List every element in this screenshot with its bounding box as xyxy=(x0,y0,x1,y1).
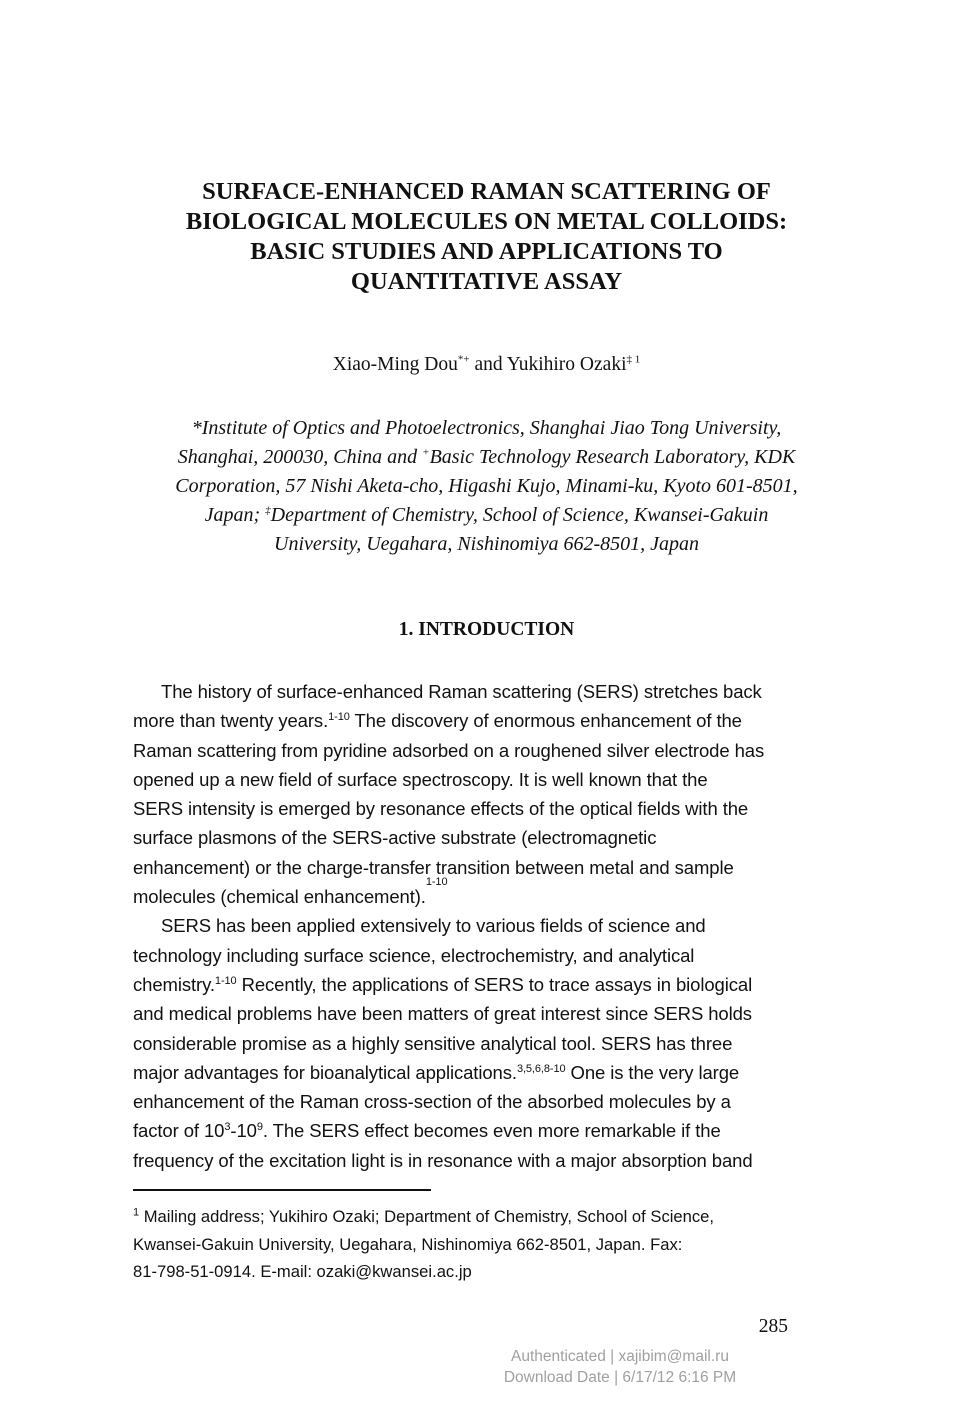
paragraph xyxy=(133,677,788,911)
section-heading: 1. INTRODUCTION xyxy=(398,619,575,640)
text-line: Raman scattering from pyridine adsorbed on a roughened silver electrode has xyxy=(133,739,765,761)
citation-ref: 1-10 xyxy=(328,711,350,724)
footnote-marker: 1 xyxy=(133,1206,140,1219)
footnote-line: $^1$ Mailing address; Yukihiro Ozaki; Department of Chemistry, School of Science, xyxy=(133,1206,715,1226)
affiliation-line: Corporation, 57 Nishi Aketa-cho, Higashi Kujo, Minami-ku, Kyoto 601-8501, xyxy=(175,475,798,497)
title-line: SURFACE-ENHANCED RAMAN SCATTERING OF xyxy=(202,178,771,205)
text-line: SERS has been applied extensively to various fields of science and xyxy=(161,915,706,937)
footnote-line: 81-798-51-0914. E-mail: ozaki@kwansei.ac.jp xyxy=(133,1262,472,1281)
affiliations xyxy=(120,414,853,559)
footnote xyxy=(133,1203,785,1286)
footnote-line: Kwansei-Gakuin University, Uegahara, Nishinomiya 662-8501, Japan. Fax: xyxy=(133,1234,683,1254)
text-line: SERS intensity is emerged by resonance effects of the optical fields with the xyxy=(133,798,749,820)
title-line: BASIC STUDIES AND APPLICATIONS TO xyxy=(250,238,723,265)
title-line: QUANTITATIVE ASSAY xyxy=(350,268,623,295)
watermark-line: Authenticated | xajibim@mail.ru xyxy=(511,1348,729,1365)
author-conjunction: and xyxy=(469,354,507,375)
text-line: surface plasmons of the SERS-active substrate (electromagnetic xyxy=(133,827,657,849)
citation-ref: 3,5,6,8-10 xyxy=(516,1062,566,1075)
body-text xyxy=(133,677,788,1175)
affiliation-mark: + xyxy=(422,446,430,459)
text-line: frequency of the excitation light is in resonance with a major absorption band xyxy=(133,1149,753,1171)
text-line: enhancement of the Raman cross-section of the absorbed molecules by a xyxy=(133,1091,731,1113)
text-line: considerable promise as a highly sensitive analytical tool. SERS has three xyxy=(133,1032,733,1054)
text-line: enhancement) or the charge-transfer transition between metal and sample xyxy=(133,856,734,878)
author-affiliation-mark: *+ xyxy=(457,353,470,366)
affiliation-line: Japan; ‡Department of Chemistry, School of Science, Kwansei-Gakuin xyxy=(204,504,769,526)
citation-ref: 1-10 xyxy=(425,876,448,889)
text-line: factor of $10^3-10^9$. The SERS effect becomes even more remarkable if the xyxy=(133,1120,721,1142)
exponent: 9 xyxy=(256,1121,263,1134)
author-affiliation-mark: ‡ 1 xyxy=(626,353,641,366)
watermark-line: Download Date | 6/17/12 6:16 PM xyxy=(503,1369,737,1386)
citation-ref: 1-10 xyxy=(214,974,237,987)
text-line: opened up a new field of surface spectroscopy. It is well known that the xyxy=(133,768,708,790)
affiliation-line: Shanghai, 200030, China and +Basic Technology Research Laboratory, KDK xyxy=(177,446,796,468)
text-line: more than twenty years.$^{1-10}$ The discovery of enormous enhancement of the xyxy=(133,710,742,732)
paragraph xyxy=(133,911,788,1175)
affiliation-line: *Institute of Optics and Photoelectronics, Shanghai Jiao Tong University, xyxy=(191,417,782,439)
download-watermark xyxy=(470,1346,770,1388)
paper-title xyxy=(120,177,853,297)
text-line: major advantages for bioanalytical applications.$^{3,5,6,8-10}$ One is the very large xyxy=(133,1061,740,1083)
text-line: technology including surface science, electrochemistry, and analytical xyxy=(133,944,695,966)
text-line: chemistry.$^{1-10}$ Recently, the applications of SERS to trace assays in biological xyxy=(133,973,753,995)
exponent: 3 xyxy=(224,1121,231,1134)
footnote-divider xyxy=(133,1189,431,1191)
author-list xyxy=(120,354,853,376)
page-number: 285 xyxy=(758,1316,788,1337)
author-name: Xiao-Ming Dou xyxy=(332,354,458,375)
text-line: The history of surface-enhanced Raman scattering (SERS) stretches back xyxy=(161,681,762,702)
author-name: Yukihiro Ozaki xyxy=(506,354,627,375)
text-line: and medical problems have been matters of great interest since SERS holds xyxy=(133,1003,752,1025)
text-line: molecules (chemical enhancement). 1-10 xyxy=(133,882,788,911)
affiliation-mark: ‡ xyxy=(265,504,271,517)
title-line: BIOLOGICAL MOLECULES ON METAL COLLOIDS: xyxy=(185,208,788,235)
affiliation-line: University, Uegahara, Nishinomiya 662-8501, Japan xyxy=(274,533,699,555)
